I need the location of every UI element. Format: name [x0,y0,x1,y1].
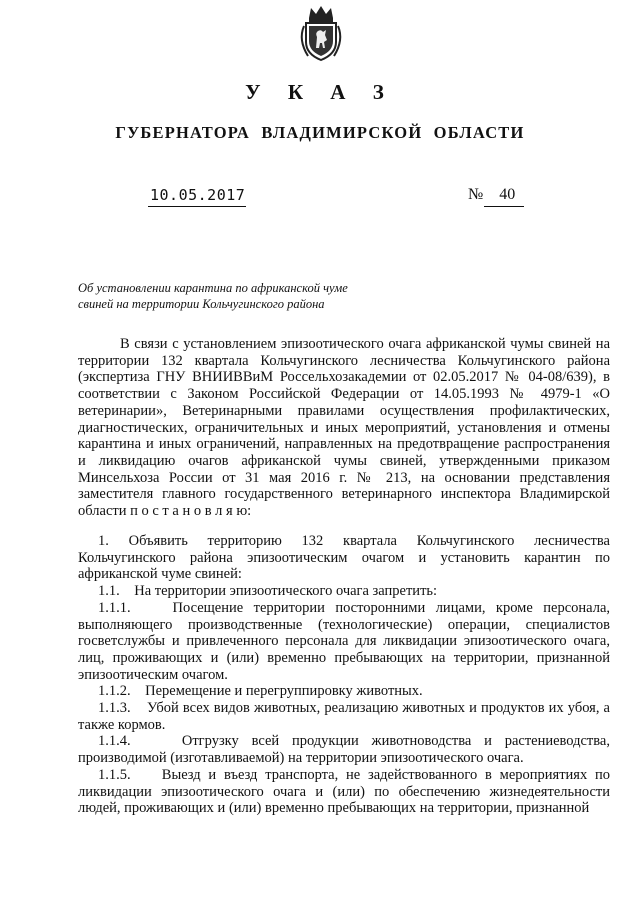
document-date: 10.05.2017 [150,186,246,204]
preamble-paragraph: В связи с установлением эпизоотического очага африканской чумы свиней на территории 132 квартала Кольчугинского лесничества Кольчугинского района (экспертиза ГНУ ВНИИВВиМ Россельхозакадемии от 02.05.2017 № 04-08/639), в соответствии с Законом Российской Федерации от 14.05.1993 № 4979-1 «О ветеринарии», Ветеринарными правилами осуществления профилактических, диагностических, ограничительных и иных мероприятий, установления и отмены карантина и иных ограничений, направленных на предотвращение распространения и ликвидацию очагов африканской чумы свиней, утвержденными приказом Минсельхоза России от 31 мая 2016 г. № 213, на основании представления заместителя главного государственного ветеринарного инспектора Владимирской области п о с т а н о в л я ю: [78,336,610,520]
document-subject: Об установлении карантина по африканской чуме свиней на территории Кольчугинского района [78,281,348,311]
list-item: 1.1.1. Посещение территории посторонними лицами, кроме персонала, выполняющего производственные (технологические) операции, специалистов госветслужбы и привлеченного персонала для ликвидации эпизоотического очага, лиц, проживающих и (или) временно пребывающих на территории, признанной эпизоотическим очагом. [78,599,611,683]
list-item: 1.1. На территории эпизоотического очага запретить: [98,583,438,600]
list-item: 1.1.2. Перемещение и перегруппировку животных. [98,683,423,700]
list-item: 1.1.3. Убой всех видов животных, реализацию животных и продуктов их убоя, а также кормов. [78,700,610,733]
document-body [78,336,610,520]
list-item: 1.1.4. Отгрузку всей продукции животноводства и растениеводства, производимой (изготавливаемой) на территории эпизоотического очага. [78,733,610,767]
number-underline [484,206,524,207]
number-label: № [468,186,484,203]
document-type-title: У К А З [245,80,395,104]
date-underline [148,206,246,207]
list-item: 1.1.5. Выезд и въезд транспорта, не задействованного в мероприятиях по ликвидации эпизоотического очага и (или) по обеспечению жизнедеятельности людей, проживающих и (или) временно пребывающих на территории, признанной [78,766,611,817]
number-value: 40 [499,186,516,203]
items-list [78,533,610,817]
coat-of-arms-icon [296,4,346,62]
document-number [468,186,515,204]
list-item: 1. Объявить территорию 132 квартала Кольчугинского лесничества Кольчугинского района эпизоотическим очагом и установить карантин по африканской чуме свиней: [78,533,610,583]
issuer-title: ГУБЕРНАТОРА ВЛАДИМИРСКОЙ ОБЛАСТИ [115,123,525,142]
